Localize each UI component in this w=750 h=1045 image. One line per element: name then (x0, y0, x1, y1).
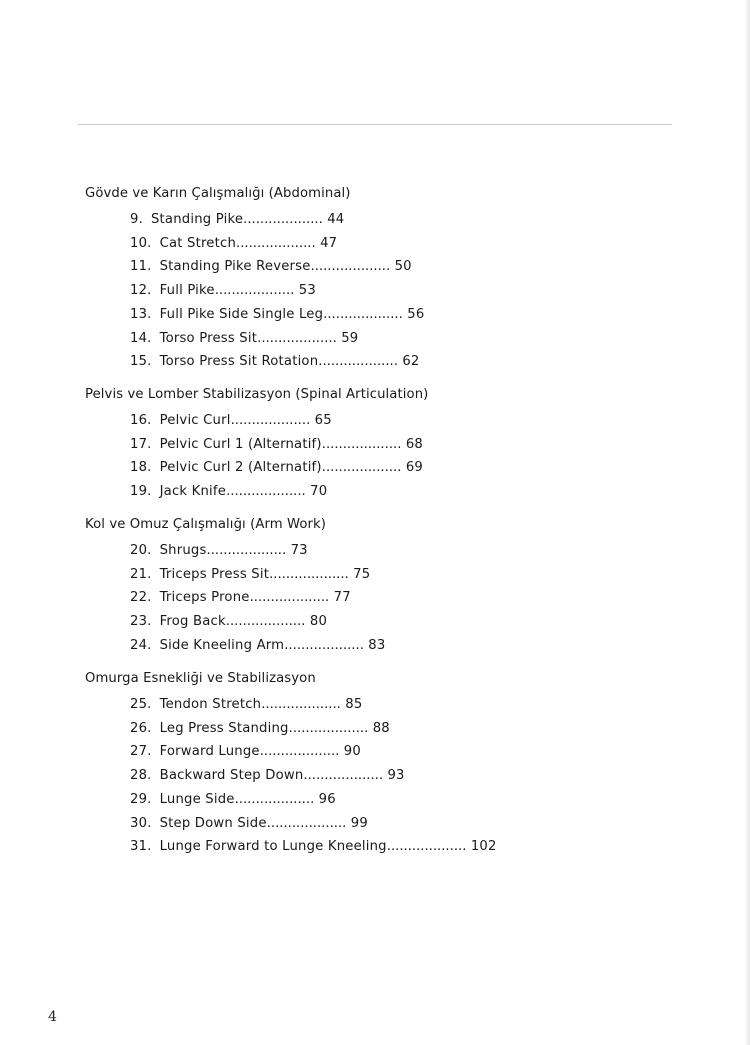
entry-title: Pelvic Curl (159, 413, 231, 428)
dot-leader: ................... (318, 354, 398, 370)
toc-entry (130, 236, 337, 252)
entry-page-number: 90 (343, 744, 361, 760)
toc-entry (130, 283, 316, 299)
toc-entry (130, 614, 327, 630)
entry-number: 15. (130, 354, 152, 370)
entry-number: 22. (130, 590, 152, 606)
toc-entry (130, 543, 308, 559)
entry-page-number: 77 (333, 590, 351, 606)
entry-page-number: 83 (368, 637, 386, 653)
entry-number: 11. (130, 259, 152, 275)
entry-number: 29. (130, 791, 152, 807)
entry-title: Triceps Press Sit (159, 566, 270, 582)
entry-page-number: 70 (310, 484, 328, 500)
header-rule (78, 124, 672, 125)
dot-leader: ................... (386, 839, 467, 855)
toc-entry (130, 331, 358, 347)
dot-leader: ................... (310, 259, 391, 275)
entry-title: Side Kneeling Arm (159, 637, 285, 653)
entry-title: Tendon Stretch (159, 697, 262, 712)
entry-page-number: 96 (318, 791, 336, 807)
toc-entry (130, 484, 327, 500)
dot-leader: ................... (266, 815, 347, 831)
dot-leader: ................... (243, 212, 323, 227)
entry-page-number: 80 (309, 614, 328, 630)
entry-number: 25. (130, 697, 152, 712)
entry-page-number: 75 (353, 566, 371, 582)
dot-leader: ................... (323, 306, 403, 322)
entry-page-number: 59 (341, 330, 359, 346)
toc-entry (130, 792, 336, 808)
dot-leader: ................... (225, 614, 306, 630)
dot-leader: ................... (214, 283, 295, 299)
dot-leader: ................... (321, 436, 402, 452)
entry-number: 19. (130, 484, 152, 500)
toc-entry (130, 839, 497, 855)
entry-title: Step Down Side (159, 815, 267, 831)
entry-title: Cat Stretch (159, 235, 236, 251)
entry-number: 10. (130, 235, 152, 251)
entry-title: Pelvic Curl 1 (Alternatif) (159, 436, 322, 452)
toc-entry (130, 697, 362, 713)
entry-number: 28. (130, 768, 152, 784)
page-number: 4 (48, 1009, 57, 1025)
entry-number: 24. (130, 637, 152, 653)
entry-number: 26. (130, 720, 152, 736)
section-title: Kol ve Omuz Çalışmalığı (Arm Work) (85, 517, 327, 532)
dot-leader: ................... (230, 413, 311, 428)
entry-title: Jack Knife (159, 484, 227, 500)
entry-page-number: 88 (372, 720, 390, 736)
dot-leader: ................... (288, 720, 369, 736)
entry-title: Torso Press Sit Rotation (159, 354, 319, 370)
entry-page-number: 93 (387, 768, 405, 784)
dot-leader: ................... (284, 637, 364, 653)
entry-number: 20. (130, 543, 152, 558)
dot-leader: ................... (321, 460, 402, 476)
dot-leader: ................... (249, 590, 330, 606)
entry-number: 16. (130, 413, 152, 428)
toc-entry (130, 721, 390, 737)
entry-page-number: 56 (407, 306, 425, 322)
entry-title: Torso Press Sit (159, 330, 258, 346)
entry-title: Standing Pike (150, 212, 244, 227)
entry-page-number: 44 (327, 212, 345, 227)
entry-title: Pelvic Curl 2 (Alternatif) (159, 460, 322, 476)
toc-entry (130, 590, 351, 606)
toc-entry (130, 567, 370, 583)
section-title: Gövde ve Karın Çalışmalığı (Abdominal) (85, 186, 351, 201)
entry-number: 17. (130, 436, 152, 452)
entry-title: Full Pike (159, 283, 215, 299)
entry-page-number: 102 (470, 839, 497, 855)
entry-page-number: 99 (350, 815, 368, 831)
entry-number: 14. (130, 330, 152, 346)
entry-title: Triceps Prone (159, 590, 250, 606)
section-title: Omurga Esnekliği ve Stabilizasyon (85, 671, 316, 686)
toc-entry (130, 638, 385, 654)
entry-title: Backward Step Down (159, 768, 304, 784)
page-edge-shadow (744, 0, 750, 1045)
section-title: Pelvis ve Lomber Stabilizasyon (Spinal Articulation) (85, 387, 429, 402)
dot-leader: ................... (236, 235, 316, 251)
entry-number: 18. (130, 460, 152, 476)
entry-title: Lunge Side (159, 791, 235, 807)
dot-leader: ................... (259, 744, 340, 760)
entry-title: Leg Press Standing (159, 720, 289, 736)
entry-number: 13. (130, 306, 152, 322)
toc-entry (130, 259, 412, 275)
entry-page-number: 73 (290, 543, 308, 558)
entry-number: 23. (130, 614, 152, 630)
entry-number: 9. (130, 212, 143, 227)
toc-entry (130, 437, 423, 453)
entry-page-number: 47 (320, 235, 338, 251)
toc-entry (130, 354, 420, 370)
dot-leader: ................... (257, 330, 337, 346)
toc-entry (130, 744, 361, 760)
dot-leader: ................... (261, 697, 341, 712)
entry-title: Shrugs (159, 543, 207, 558)
toc-section (85, 671, 497, 855)
entry-page-number: 65 (314, 413, 332, 428)
entry-number: 27. (130, 744, 152, 760)
entry-number: 30. (130, 815, 152, 831)
toc-section (85, 186, 425, 370)
toc-section (85, 387, 429, 500)
entry-page-number: 69 (405, 460, 423, 476)
entry-page-number: 62 (402, 354, 420, 370)
entry-number: 31. (130, 839, 152, 855)
entry-title: Full Pike Side Single Leg (159, 306, 324, 322)
toc-entry (130, 212, 344, 228)
dot-leader: ................... (226, 484, 306, 500)
entry-number: 21. (130, 566, 152, 582)
entry-page-number: 68 (405, 436, 423, 452)
toc-entry (130, 768, 405, 784)
entry-title: Frog Back (159, 614, 226, 630)
dot-leader: ................... (303, 768, 384, 784)
dot-leader: ................... (206, 543, 287, 558)
toc-section (85, 517, 386, 653)
dot-leader: ................... (234, 791, 315, 807)
entry-title: Standing Pike Reverse (159, 259, 311, 275)
entry-number: 12. (130, 283, 152, 299)
dot-leader: ................... (269, 566, 349, 582)
entry-page-number: 85 (345, 697, 363, 712)
toc-entry (130, 460, 423, 476)
entry-page-number: 50 (394, 259, 412, 275)
toc-entry (130, 307, 424, 323)
entry-title: Forward Lunge (159, 744, 260, 760)
toc-entry (130, 413, 332, 429)
entry-title: Lunge Forward to Lunge Kneeling (159, 839, 387, 855)
toc-entry (130, 816, 368, 832)
entry-page-number: 53 (298, 283, 316, 299)
